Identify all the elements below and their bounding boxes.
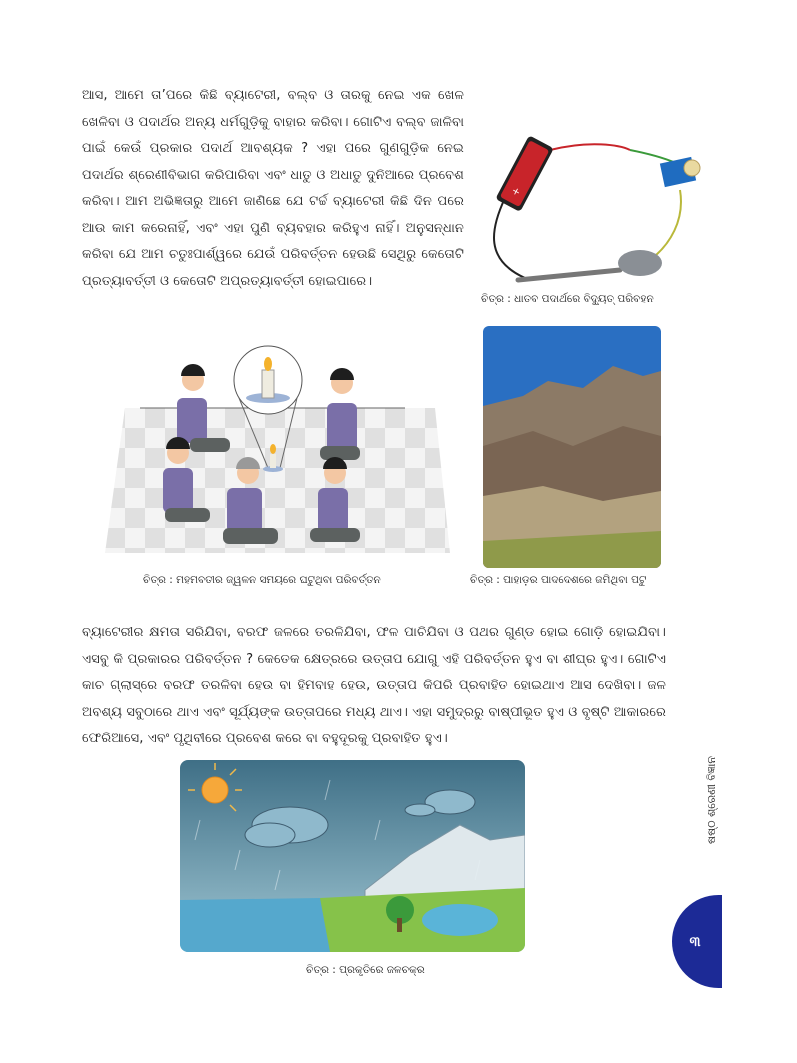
page-number: ୩ bbox=[689, 933, 701, 950]
mountain-sediment-figure bbox=[483, 326, 661, 568]
side-book-title: ଷଷ୍ଠ ଶ୍ରେଣୀ ବିଜ୍ଞାନ bbox=[705, 756, 718, 844]
circuit-figure-caption: ଚିତ୍ର : ଧାତବ ପଦାର୍ଥରେ ବିଦ୍ୟୁତ୍ ପରିବହନ bbox=[481, 293, 654, 305]
water-cycle-figure bbox=[180, 760, 525, 952]
candle-figure-caption: ଚିତ୍ର : ମହମବତୀର ଜ୍ୱଳନ ସମୟରେ ଘଟୁଥିବା ପରିବର୍ତ୍ତନ bbox=[143, 574, 381, 586]
battery-circuit-figure bbox=[480, 120, 710, 290]
changes-paragraph: ବ୍ୟାଟେରୀର କ୍ଷମତା ସରିଯିବା, ବରଫ ଜଳରେ ତରଳିଯିବା, ଫଳ ପାଚିଯିବା ଓ ପଥର ଗୁଣ୍ଡ ହୋଇ ଗୋଡ଼ି ହୋଇଯିବା। ଏସବୁ କି ପ୍ରକାରର ପରିବର୍ତ୍ତନ ? କେତେକ କ୍ଷେତ୍ରରେ ଉତ୍ତାପ ଯୋଗୁ ଏହି ପରିବର୍ତ୍ତନ ହୁଏ ବା ଶୀଘ୍ର ହୁଏ। ଗୋଟିଏ କାଚ ଗ୍ଲାସ୍‌ରେ ବରଫ ତରଳିବା ହେଉ ବା ହିମବାହ ହେଉ, ଉତ୍ତାପ କିପରି ପ୍ରବାହିତ ହୋଇଥାଏ ଆସ ଦେଖିବା। ଜଳ ଅବଶ୍ୟ ସବୁଠାରେ ଥାଏ ଏବଂ ସୂର୍ଯ୍ୟଙ୍କ ଉତ୍ତାପରେ ମଧ୍ୟ ଥାଏ। ଏହା ସମୁଦ୍ରରୁ ବାଷ୍ପୀଭୂତ ହୁଏ ଓ ବୃଷ୍ଟି ଆକାରରେ ଫେରିଆସେ, ଏବଂ ପୃଥିବୀରେ ପ୍ରବେଶ କରେ ବା ବହୁଦୂରକୁ ପ୍ରବାହିତ ହୁଏ। bbox=[82, 625, 666, 746]
intro-paragraph: ଆସ, ଆମେ ତା’ପରେ କିଛି ବ୍ୟାଟେରୀ, ବଲ୍‌ବ ଓ ତାରକୁ ନେଇ ଏକ ଖେଳ ଖେଳିବା ଓ ପଦାର୍ଥର ଅନ୍ୟ ଧର୍ମଗୁଡ଼ିକୁ ବାହାର କରିବା। ଗୋଟିଏ ବଲ୍‌ବ ଜାଳିବା ପାଇଁ କେଉଁ ପ୍ରକାର ପଦାର୍ଥ ଆବଶ୍ୟକ ? ଏହା ପରେ ଗୁଣଗୁଡ଼ିକ ନେଇ ପଦାର୍ଥର ଶ୍ରେଣୀବିଭାଗ କରିପାରିବା ଏବଂ ଧାତୁ ଓ ଅଧାତୁ ଦୁନିଆରେ ପ୍ରବେଶ କରିବା। ଆମ ଅଭିଜ୍ଞତାରୁ ଆମେ ଜାଣିଛେ ଯେ ଟର୍ଚ୍ଚ ବ୍ୟାଟେରୀ କିଛି ଦିନ ପରେ ଆଉ କାମ କରେନାହିଁ, ଏବଂ ଏହା ପୁଣି ବ୍ୟବହାର କରିହୁଏ ନାହିଁ। ଅନୁସନ୍ଧାନ କରିବା ଯେ ଆମ ଚତୁଃପାର୍ଶ୍ୱରେ ଯେଉଁ ପରିବର୍ତ୍ତନ ହେଉଛି ସେଥିରୁ କେତୋଟି ପ୍ରତ୍ୟାବର୍ତ୍ତୀ ଓ କେତୋଟି ଅପ୍ରତ୍ୟାବର୍ତ୍ତୀ ହୋଇପାରେ। bbox=[82, 88, 464, 289]
mountain-figure-caption: ଚିତ୍ର : ପାହାଡ଼ର ପାଦଦେଶରେ ଜମିଥିବା ପଟୁ bbox=[470, 574, 647, 586]
page-number-badge bbox=[672, 895, 722, 988]
candle-students-figure bbox=[105, 328, 450, 558]
svg-text:+: + bbox=[509, 185, 524, 199]
water-cycle-figure-caption: ଚିତ୍ର : ପ୍ରକୃତିରେ ଜଳଚକ୍ର bbox=[306, 964, 425, 976]
